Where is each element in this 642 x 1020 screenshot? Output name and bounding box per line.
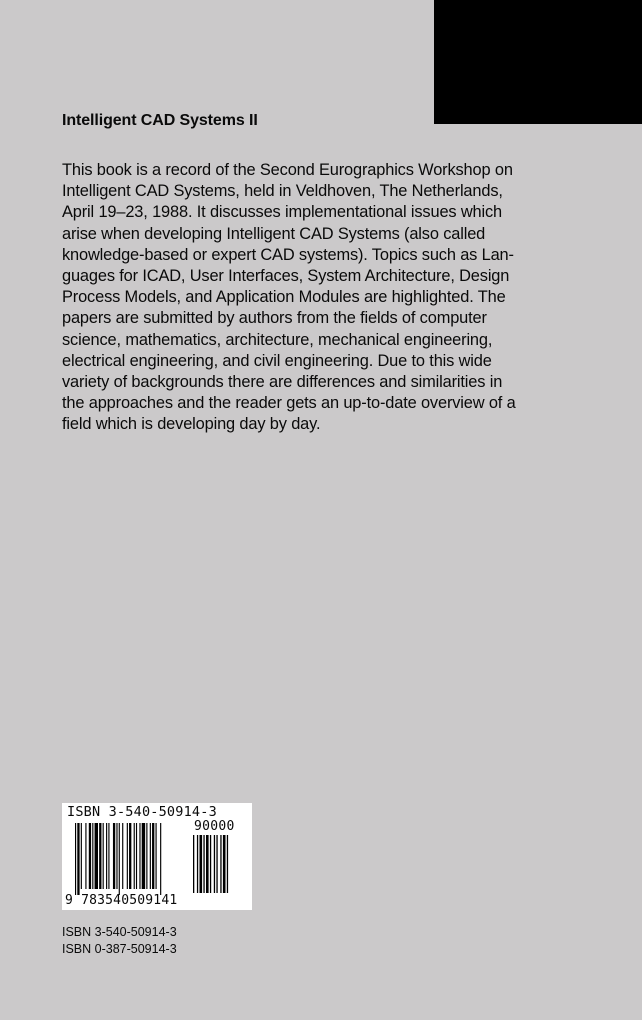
barcode-bar: [119, 823, 120, 895]
barcode-bar: [77, 823, 79, 895]
barcode-bar: [85, 823, 86, 889]
barcode-bar: [127, 823, 128, 889]
barcode-bar: [81, 823, 82, 889]
barcode-bar: [122, 823, 123, 889]
barcode-bar: [89, 823, 91, 889]
barcode-bar: [99, 823, 101, 889]
barcode-bar: [150, 823, 151, 889]
barcode-bar: [216, 835, 217, 893]
isbn-line: ISBN 0-387-50914-3: [62, 942, 177, 956]
barcode-bar: [75, 823, 76, 895]
barcode-bar: [92, 823, 93, 889]
barcode-bar: [103, 823, 104, 889]
barcode-first-digit: 9: [65, 893, 74, 908]
barcode-bar: [136, 823, 137, 889]
isbn-barcode: [62, 803, 252, 910]
description-line: guages for ICAD, User Interfaces, System Architecture, Design: [62, 267, 510, 286]
description-line: variety of backgrounds there are differences and similarities in: [62, 373, 503, 392]
barcode-bar: [134, 823, 135, 889]
barcode-bar: [223, 835, 226, 893]
barcode-bar: [214, 835, 215, 893]
barcode-ean-digits: 783540509141: [81, 893, 178, 908]
barcode-addon-digits: 90000: [194, 819, 235, 834]
barcode-bar: [146, 823, 147, 889]
description-line: arise when developing Intelligent CAD Systems (also called: [62, 224, 486, 243]
description-line: the approaches and the reader gets an up-to-date overview of a: [62, 394, 516, 413]
description-line: This book is a record of the Second Eurographics Workshop on: [62, 161, 513, 179]
barcode-bar: [142, 823, 145, 889]
barcode-digits: [65, 893, 177, 908]
cover-corner-block: [434, 0, 642, 124]
barcode-bar: [129, 823, 131, 889]
book-title: Intelligent CAD Systems II: [62, 112, 258, 129]
barcode-bar: [220, 835, 221, 893]
description-line: Intelligent CAD Systems, held in Veldhoven, The Netherlands,: [62, 182, 503, 201]
description-line: knowledge-based or expert CAD systems). Topics such as Lan-: [62, 245, 514, 264]
barcode-bar: [227, 835, 228, 893]
isbn-line: ISBN 3-540-50914-3: [62, 925, 177, 939]
barcode-bar: [193, 835, 194, 893]
barcode-bar: [203, 835, 204, 893]
description-line: field which is developing day by day.: [62, 415, 321, 434]
description-line: science, mathematics, architecture, mechanical engineering,: [62, 330, 493, 349]
barcode-bar: [139, 823, 140, 889]
description-line: electrical engineering, and civil engineering. Due to this wide: [62, 351, 492, 370]
description-line: April 19–23, 1988. It discusses implementational issues which: [62, 203, 503, 222]
barcode-bar: [108, 823, 109, 889]
description-line: papers are submitted by authors from the fields of computer: [62, 309, 487, 328]
barcode-bar: [200, 835, 203, 893]
barcode-isbn-label: ISBN 3-540-50914-3: [67, 804, 217, 820]
book-description: [62, 160, 562, 436]
barcode-bar: [95, 823, 98, 889]
barcode-bar: [197, 835, 198, 893]
barcode-bar: [116, 823, 117, 889]
barcode-bar: [152, 823, 154, 889]
isbn-list: [62, 924, 177, 958]
barcode-bar: [156, 823, 157, 889]
barcode-bar: [113, 823, 115, 889]
barcode-bar: [106, 823, 107, 889]
description-line: Process Models, and Application Modules are highlighted. The: [62, 288, 506, 307]
barcode-bar: [210, 835, 211, 893]
barcode-bar: [160, 823, 161, 895]
barcode-bar: [206, 835, 209, 893]
